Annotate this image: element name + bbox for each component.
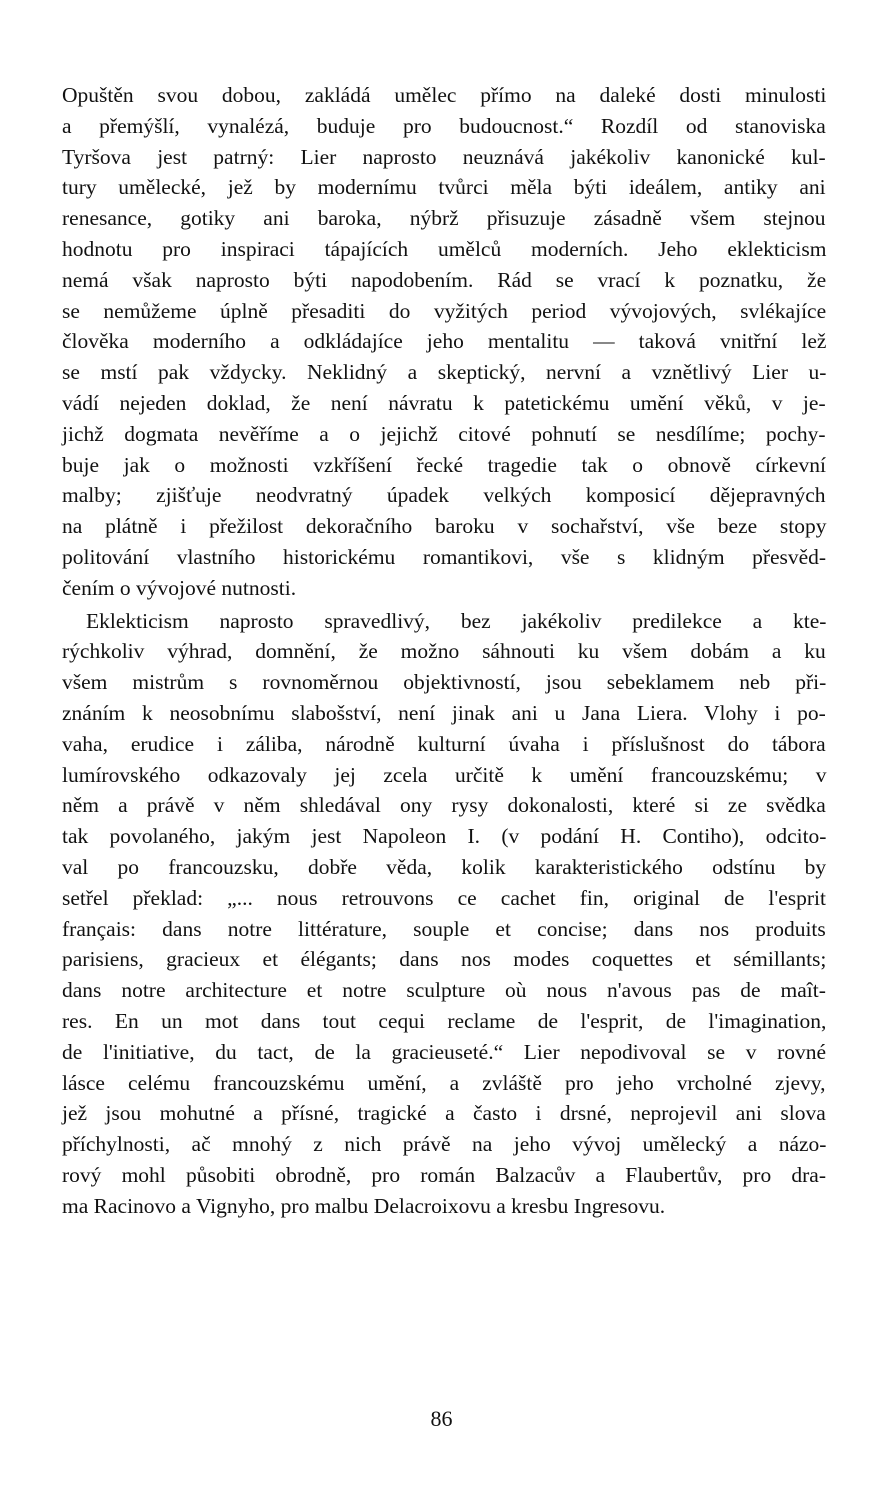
text-line: vádí nejeden doklad, že není návratu k patetickému umění věků, v je- [62, 390, 826, 415]
text-line: a přemýšlí, vynalézá, buduje pro budoucnost.“ Rozdíl od stanoviska [62, 113, 826, 138]
paragraph [62, 606, 826, 1222]
text-line: renesance, gotiky ani baroka, nýbrž přisuzuje zásadně všem stejnou [62, 206, 826, 231]
text-line: Tyršova jest patrný: Lier naprosto neuznává jakékoliv kanonické kul- [62, 144, 826, 169]
text-line: rový mohl působiti obrodně, pro román Balzacův a Flaubertův, pro dra- [62, 1162, 826, 1187]
page-body [62, 80, 826, 1221]
text-line: na plátně i přežilost dekoračního baroku v sochařství, vše beze stopy [62, 514, 827, 539]
text-line: tak povolaného, jakým jest Napoleon I. (v podání H. Contiho), odcito- [62, 824, 827, 849]
text-line: malby; zjišťuje neodvratný úpadek velkých komposicí dějepravných [62, 483, 826, 508]
text-line: lumírovského odkazovaly jej zcela určitě k umění francouzskému; v [62, 762, 827, 787]
text-line: se mstí pak vždycky. Neklidný a skeptický, nervní a vznětlivý Lier u- [62, 360, 827, 385]
text-line: lásce celému francouzskému umění, a zvláště pro jeho vrcholné zjevy, [62, 1070, 826, 1095]
text-line: příchylnosti, ač mnohý z nich právě na jeho vývoj umělecký a názo- [62, 1132, 827, 1157]
text-line: val po francouzsku, dobře věda, kolik karakteristického odstínu by [62, 854, 827, 879]
text-line: jež jsou mohutné a přísné, tragické a často i drsné, neprojevil ani slova [62, 1101, 826, 1126]
text-line: tury umělecké, jež by modernímu tvůrci měla býti ideálem, antiky ani [62, 175, 826, 200]
text-line: se nemůžeme úplně přesaditi do vyžitých period vývojových, svlékajíce [62, 298, 827, 323]
text-line: ma Racinovo a Vignyho, pro malbu Delacroixovu a kresbu Ingresovu. [62, 1193, 666, 1218]
text-line: čením o vývojové nutnosti. [62, 575, 297, 600]
text-line: hodnotu pro inspiraci tápajících umělců moderních. Jeho eklekticism [62, 236, 827, 261]
page-number: 86 [430, 1406, 453, 1431]
text-line: parisiens, gracieux et élégants; dans nos modes coquettes et sémillants; [62, 947, 827, 972]
text-line: setřel překlad: „... nous retrouvons ce cachet fin, original de l'esprit [62, 885, 827, 910]
text-line: vaha, erudice i záliba, národně kulturní úvaha i příslušnost do tábora [62, 731, 826, 756]
text-line: de l'initiative, du tact, de la gracieuseté.“ Lier nepodivoval se v rovné [62, 1039, 827, 1064]
text-line: français: dans notre littérature, souple et concise; dans nos produits [62, 916, 826, 941]
text-line: rýchkoliv výhrad, domnění, že možno sáhnouti ku všem dobám a ku [62, 639, 826, 664]
text-line: všem mistrům s rovnoměrnou objektivností, jsou sebeklamem neb při- [62, 670, 827, 695]
text-line: něm a právě v něm shledával ony rysy dokonalosti, které si ze svědka [62, 793, 826, 818]
text-line: jichž dogmata nevěříme a o jejichž citové pohnutí se nesdílíme; pochy- [62, 421, 826, 446]
text-line: nemá však naprosto býti napodobením. Rád se vrací k poznatku, že [62, 267, 827, 292]
text-line: buje jak o možnosti vzkříšení řecké tragedie tak o obnově církevní [62, 452, 826, 477]
paragraph [62, 80, 826, 604]
text-line: člověka moderního a odkládajíce jeho mentalitu — taková vnitřní lež [62, 329, 827, 354]
text-line: res. En un mot dans tout cequi reclame de l'esprit, de l'imagination, [62, 1008, 827, 1033]
text-line: znáním k neosobnímu slabošství, není jinak ani u Jana Liera. Vlohy i po- [62, 700, 826, 725]
text-line: Eklekticism naprosto spravedlivý, bez jakékoliv predilekce a kte- [86, 608, 827, 633]
text-line: dans notre architecture et notre sculpture où nous n'avous pas de maît- [62, 978, 826, 1003]
text-line: politování vlastního historickému romantikovi, vše s klidným přesvěd- [62, 544, 827, 569]
text-column [62, 80, 826, 1221]
text-line: Opuštěn svou dobou, zakládá umělec přímo na daleké dosti minulosti [62, 83, 827, 107]
